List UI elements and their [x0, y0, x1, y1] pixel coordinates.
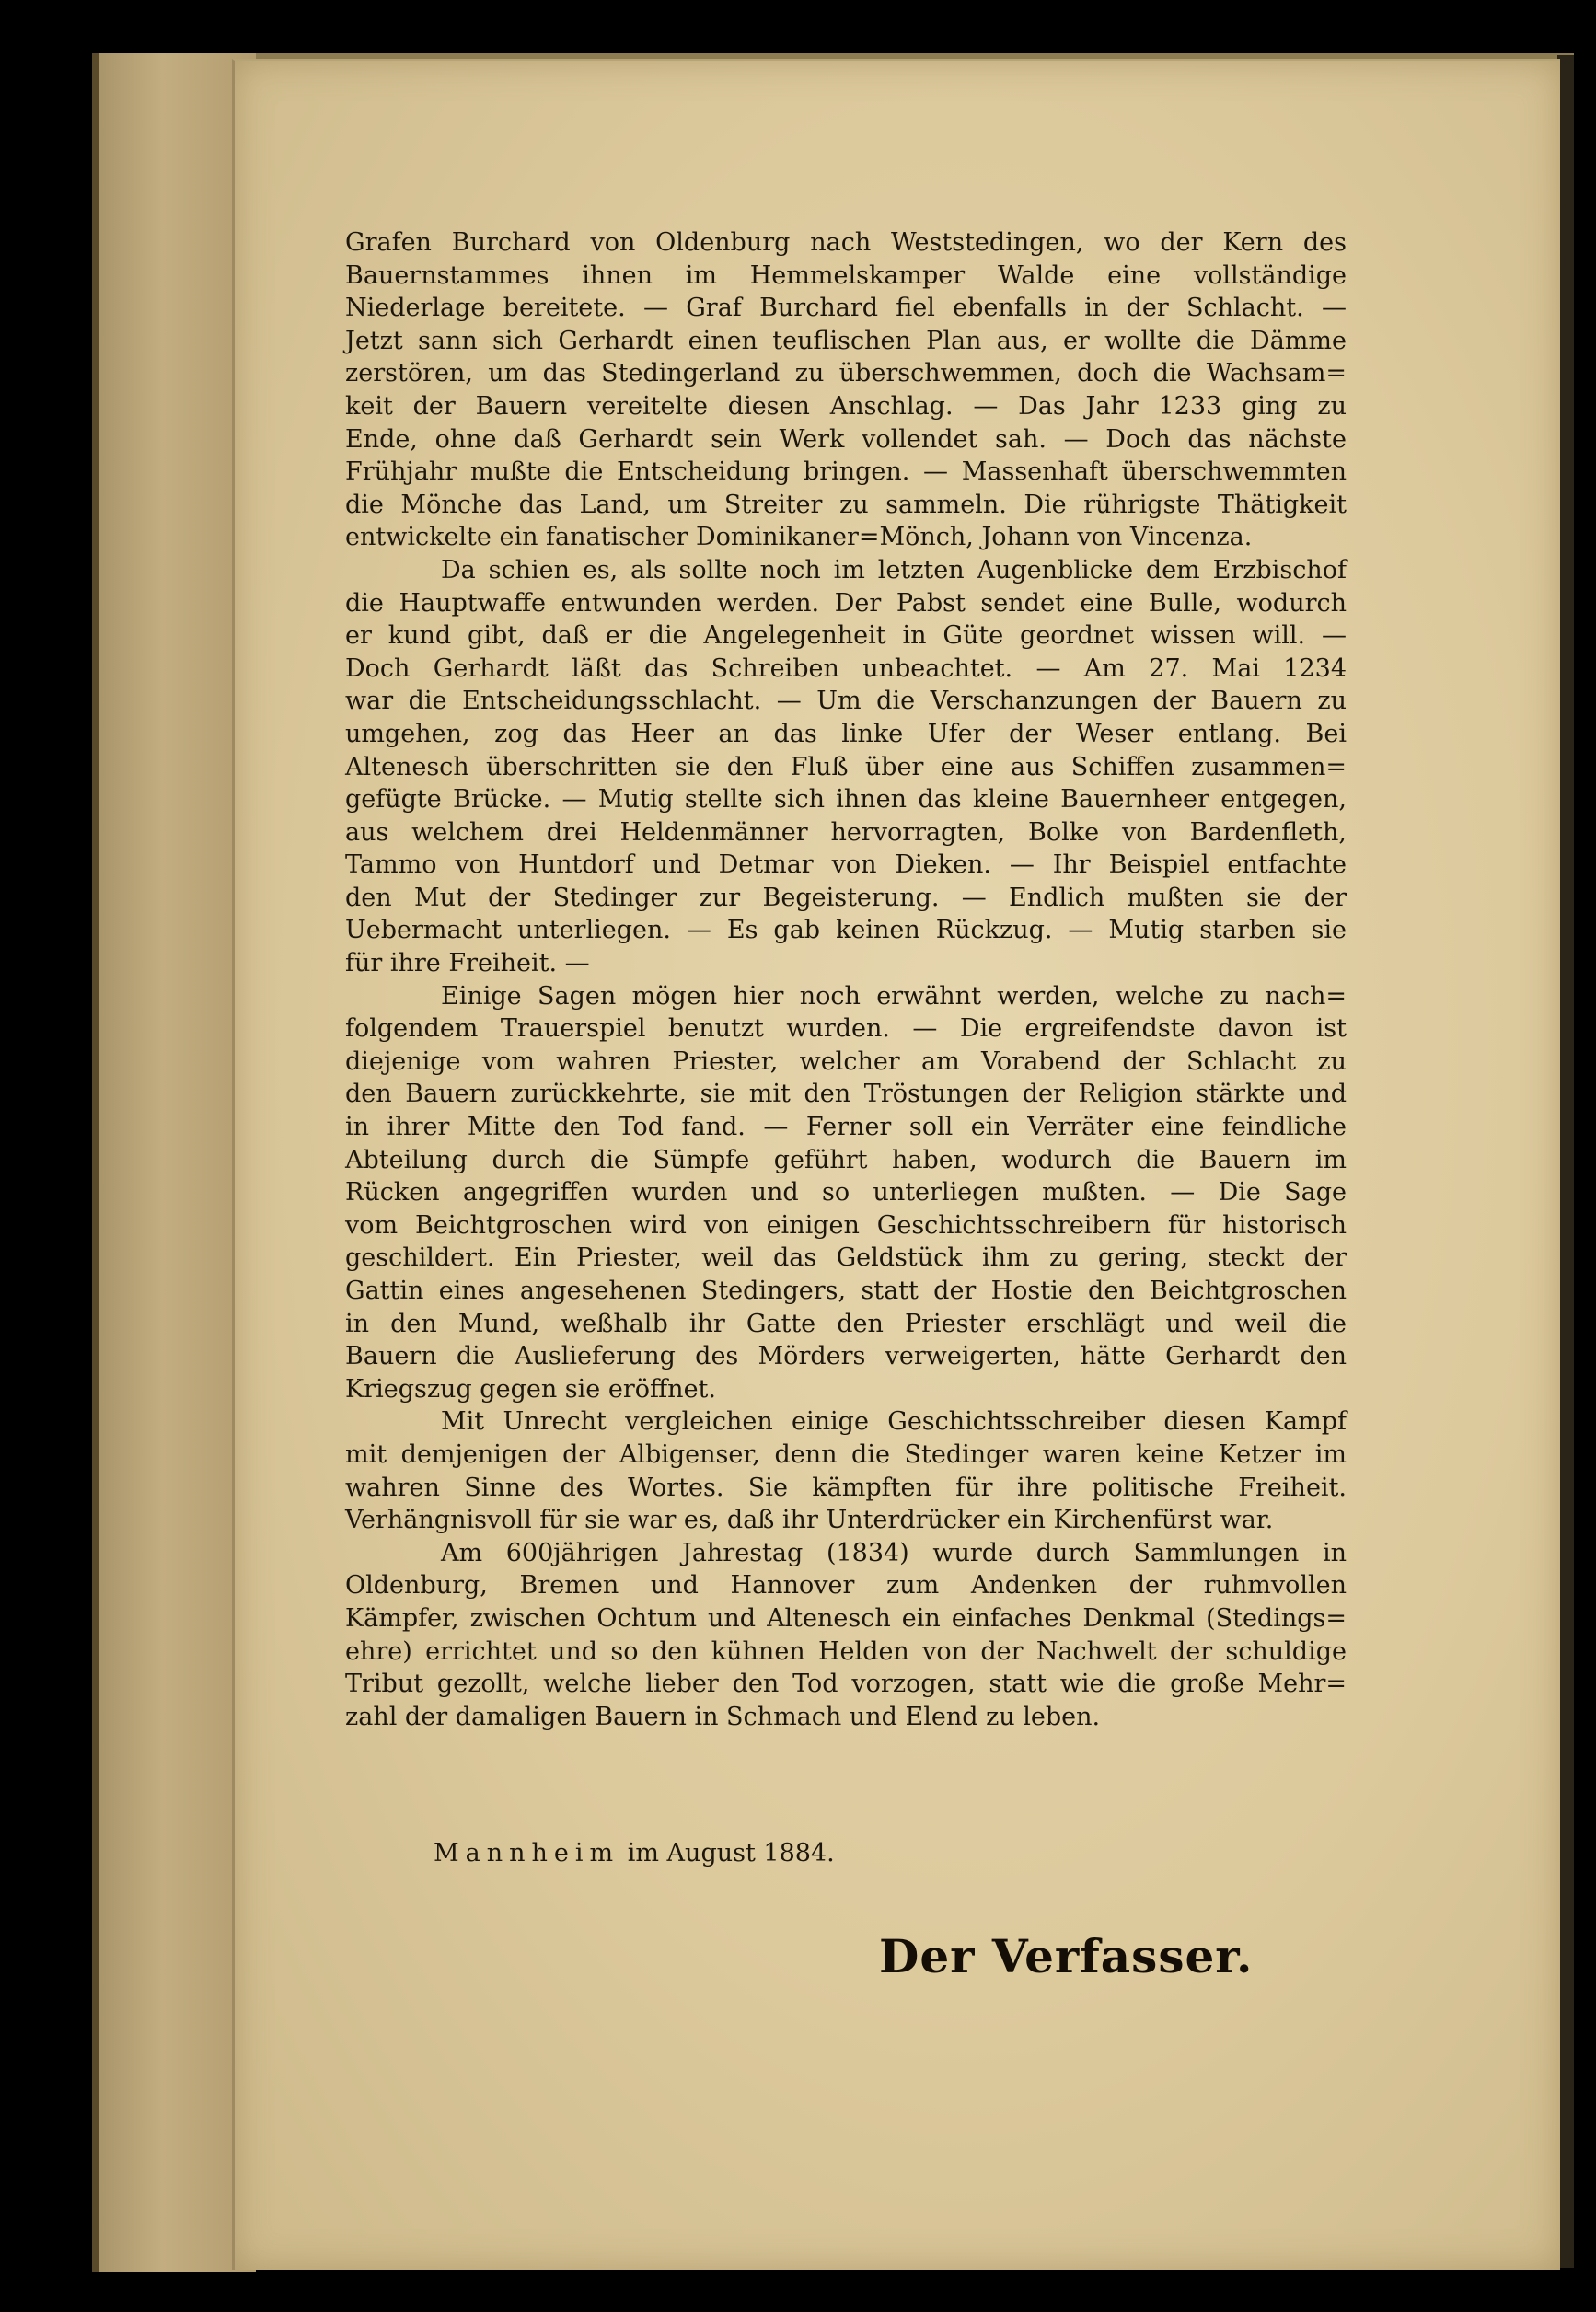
text-line: umgehen, zog das Heer an das linke Ufer der Weser entlang. Bei	[345, 719, 1347, 748]
text-line: Frühjahr mußte die Entscheidung bringen. — Massenhaft überschwemmten	[345, 457, 1347, 487]
text-line: zerstören, um das Stedingerland zu überschwemmen, doch die Wachsam=	[345, 359, 1347, 388]
date-text: im August 1884.	[627, 1839, 835, 1867]
text-line: mit demjenigen der Albigenser, denn die Stedinger waren keine Ketzer im	[345, 1439, 1347, 1469]
text-line: den Mut der Stedinger zur Begeisterung. — Endlich mußten sie der	[345, 883, 1347, 912]
text-line: Grafen Burchard von Oldenburg nach Weststedingen, wo der Kern des	[345, 228, 1347, 257]
text-line: geschildert. Ein Priester, weil das Geldstück ihm zu gering, steckt der	[345, 1243, 1347, 1273]
text-line: Uebermacht unterliegen. — Es gab keinen Rückzug. — Mutig starben sie	[345, 916, 1347, 945]
paragraph-start-line: Da schien es, als sollte noch im letzten Augenblicke dem Erzbischof	[441, 555, 1347, 584]
paragraph-start-line: Einige Sagen mögen hier noch erwähnt werden, welche zu nach=	[441, 981, 1347, 1011]
text-line: Kriegszug gegen sie eröffnet.	[345, 1374, 716, 1404]
text-line: für ihre Freiheit. —	[345, 949, 590, 978]
book-page	[232, 59, 1560, 2270]
text-line: gefügte Brücke. — Mutig stellte sich ihnen das kleine Bauernheer entgegen,	[345, 785, 1347, 815]
text-line: Kämpfer, zwischen Ochtum und Altenesch ein einfaches Denkmal (Stedings=	[345, 1603, 1347, 1633]
text-line: in ihrer Mitte den Tod fand. — Ferner soll ein Verräter eine feindliche	[345, 1113, 1347, 1142]
text-line: Abteilung durch die Sümpfe geführt haben, wodurch die Bauern im	[345, 1145, 1347, 1174]
text-line: Jetzt sann sich Gerhardt einen teuflischen Plan aus, er wollte die Dämme	[345, 326, 1347, 355]
body-text	[345, 226, 1347, 1733]
text-line: Oldenburg, Bremen und Hannover zum Andenken der ruhmvollen	[345, 1571, 1347, 1601]
place-name: Mannheim	[434, 1839, 620, 1867]
text-line: ehre) errichtet und so den kühnen Helden von der Nachwelt der schuldige	[345, 1636, 1347, 1666]
text-line: Tammo von Huntdorf und Detmar von Dieken. — Ihr Beispiel entfachte	[345, 850, 1347, 880]
text-line: die Mönche das Land, um Streiter zu sammeln. Die rührigste Thätigkeit	[345, 490, 1347, 519]
text-line: wahren Sinne des Wortes. Sie kämpften für ihre politische Freiheit.	[345, 1473, 1347, 1502]
text-line: er kund gibt, daß er die Angelegenheit in Güte geordnet wissen will. —	[345, 621, 1347, 651]
text-line: war die Entscheidungsschlacht. — Um die Verschanzungen der Bauern zu	[345, 687, 1347, 716]
paragraph-start-line: Mit Unrecht vergleichen einige Geschichtsschreiber diesen Kampf	[441, 1407, 1347, 1437]
text-line: Bauern die Auslieferung des Mörders verweigerten, hätte Gerhardt den	[345, 1342, 1347, 1371]
text-line: die Hauptwaffe entwunden werden. Der Pabst sendet eine Bulle, wodurch	[345, 588, 1347, 618]
text-line: zahl der damaligen Bauern in Schmach und Elend zu leben.	[345, 1702, 1101, 1731]
text-line: Gattin eines angesehenen Stedingers, statt der Hostie den Beichtgroschen	[345, 1277, 1347, 1305]
text-line: Rücken angegriffen wurden und so unterliegen mußten. — Die Sage	[345, 1178, 1347, 1208]
text-line: folgendem Trauerspiel benutzt wurden. — Die ergreifendste davon ist	[345, 1014, 1347, 1044]
text-line: Bauernstammes ihnen im Hemmelskamper Walde eine vollständige	[345, 260, 1347, 290]
author-signature: Der Verfasser.	[879, 1929, 1254, 1983]
text-line: Tribut gezollt, welche lieber den Tod vorzogen, statt wie die große Mehr=	[345, 1670, 1347, 1699]
text-line: den Bauern zurückkehrte, sie mit den Tröstungen der Religion stärkte und	[345, 1080, 1347, 1109]
text-line: vom Beichtgroschen wird von einigen Geschichtsschreibern für historisch	[345, 1210, 1347, 1240]
paragraph-start-line: Am 600jährigen Jahrestag (1834) wurde durch Sammlungen in	[441, 1538, 1347, 1567]
text-line: keit der Bauern vereitelte diesen Anschlag. — Das Jahr 1233 ging zu	[345, 391, 1347, 421]
text-line: aus welchem drei Heldenmänner hervorragten, Bolke von Bardenfleth,	[345, 817, 1347, 847]
place-and-date	[434, 1839, 835, 1867]
text-line: entwickelte ein fanatischer Dominikaner=Mönch, Johann von Vincenza.	[345, 523, 1253, 552]
text-line: in den Mund, weßhalb ihr Gatte den Priester erschlägt und weil die	[345, 1309, 1347, 1338]
text-line: Ende, ohne daß Gerhardt sein Werk vollendet sah. — Doch das nächste	[345, 424, 1347, 454]
text-line: Verhängnisvoll für sie war es, daß ihr Unterdrücker ein Kirchenfürst war.	[345, 1506, 1274, 1535]
text-line: Doch Gerhardt läßt das Schreiben unbeachtet. — Am 27. Mai 1234	[345, 653, 1347, 683]
text-line: diejenige vom wahren Priester, welcher am Vorabend der Schlacht zu	[345, 1046, 1347, 1076]
text-line: Altenesch überschritten sie den Fluß über eine aus Schiffen zusammen=	[345, 752, 1347, 781]
text-line: Niederlage bereitete. — Graf Burchard fiel ebenfalls in der Schlacht. —	[345, 294, 1347, 323]
